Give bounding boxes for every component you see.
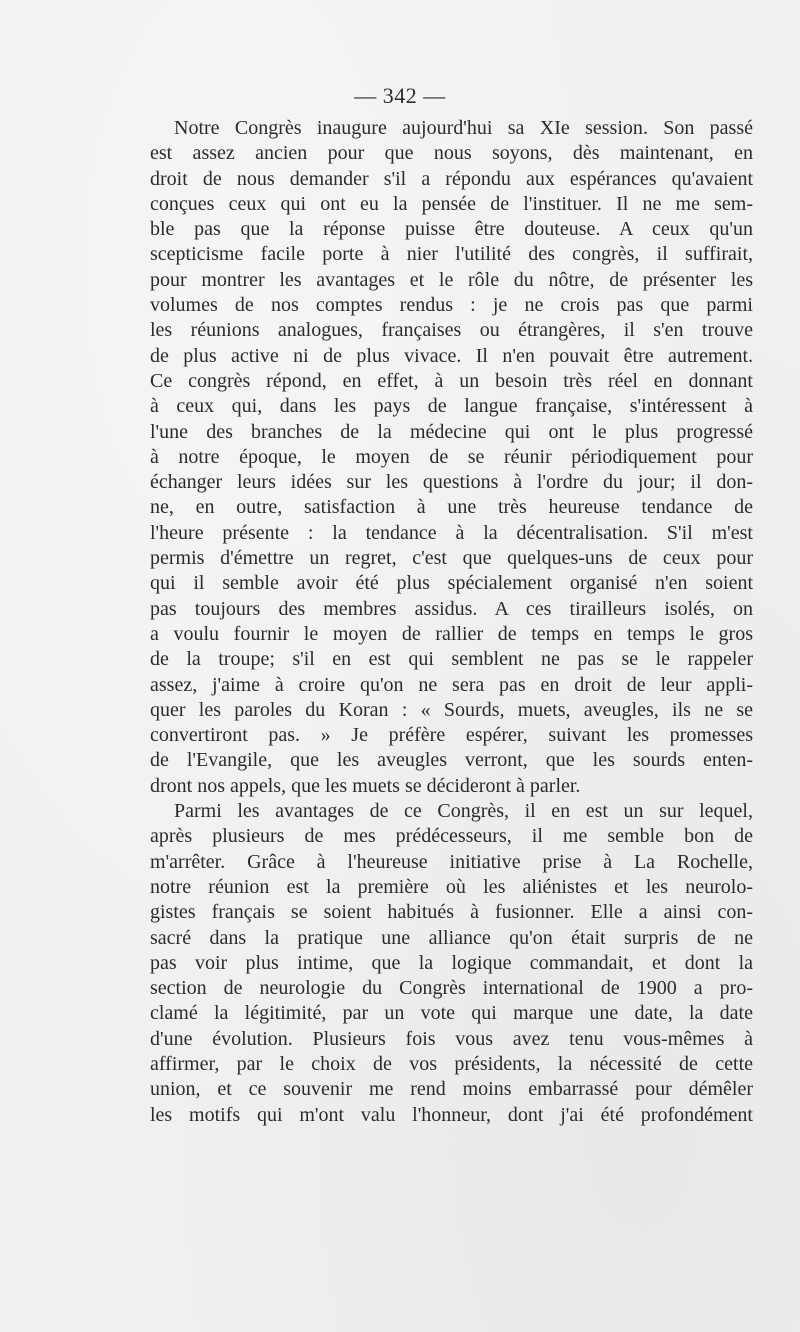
text-line: conçues ceux qui ont eu la pensée de l'instituer. Il ne me sem- [150, 192, 753, 215]
body-text [150, 116, 753, 1128]
text-line: sacré dans la pratique une alliance qu'on était surpris de ne [150, 926, 753, 949]
text-line: scepticisme facile porte à nier l'utilité des congrès, il suffirait, [150, 243, 753, 266]
text-line: après plusieurs de mes prédécesseurs, il me semble bon de [150, 825, 753, 848]
text-line: pas voir plus intime, que la logique commandait, et dont la [150, 951, 753, 974]
text-line: de la troupe; s'il en est qui semblent ne pas se le rappeler [150, 648, 753, 671]
text-line: convertiront pas. » Je préfère espérer, suivant les promesses [150, 724, 753, 747]
page-number: — 342 — [354, 83, 446, 108]
text-line: droit de nous demander s'il a répondu aux espérances qu'avaient [150, 167, 753, 190]
text-line: Ce congrès répond, en effet, à un besoin très réel en donnant [150, 369, 753, 392]
text-line: l'heure présente : la tendance à la décentralisation. S'il m'est [150, 521, 753, 544]
text-line: clamé la légitimité, par un vote qui marque une date, la date [150, 1002, 753, 1025]
text-line: pas toujours des membres assidus. A ces tirailleurs isolés, on [150, 597, 753, 620]
text-line: les réunions analogues, françaises ou étrangères, il s'en trouve [150, 319, 753, 342]
text-line: à notre époque, le moyen de se réunir périodiquement pour [150, 445, 753, 468]
text-line: est assez ancien pour que nous soyons, dès maintenant, en [150, 142, 753, 165]
text-line: permis d'émettre un regret, c'est que quelques-uns de ceux pour [150, 547, 753, 570]
text-line: ne, en outre, satisfaction à une très heureuse tendance de [150, 496, 753, 519]
text-line: l'une des branches de la médecine qui ont le plus progressé [150, 420, 753, 443]
text-line: pour montrer les avantages et le rôle du nôtre, de présenter les [150, 268, 753, 291]
text-line: de l'Evangile, que les aveugles verront, que les sourds enten- [150, 749, 753, 772]
text-line: a voulu fournir le moyen de rallier de temps en temps le gros [150, 622, 753, 645]
text-line: assez, j'aime à croire qu'on ne sera pas en droit de leur appli- [150, 673, 753, 696]
text-line: qui il semble avoir été plus spécialement organisé n'en soient [150, 572, 753, 595]
text-line: échanger leurs idées sur les questions à l'ordre du jour; il don- [150, 471, 753, 494]
text-line: volumes de nos comptes rendus : je ne crois pas que parmi [150, 294, 753, 317]
text-line: Parmi les avantages de ce Congrès, il en est un sur lequel, [174, 800, 753, 823]
text-line: union, et ce souvenir me rend moins embarrassé pour démêler [150, 1078, 753, 1101]
text-line: à ceux qui, dans les pays de langue française, s'intéressent à [150, 395, 753, 418]
text-line: gistes français se soient habitués à fusionner. Elle a ainsi con- [150, 901, 753, 924]
text-line: ble pas que la réponse puisse être douteuse. A ceux qu'un [150, 218, 753, 241]
text-line: Notre Congrès inaugure aujourd'hui sa XIe session. Son passé [174, 117, 753, 139]
text-line: notre réunion est la première où les aliénistes et les neurolo- [150, 875, 753, 898]
text-line: d'une évolution. Plusieurs fois vous avez tenu vous-mêmes à [150, 1027, 753, 1050]
text-line: quer les paroles du Koran : « Sourds, muets, aveugles, ils ne se [150, 698, 753, 721]
text-line: section de neurologie du Congrès international de 1900 a pro- [150, 977, 753, 1000]
text-line: m'arrêter. Grâce à l'heureuse initiative prise à La Rochelle, [150, 850, 753, 873]
text-line: affirmer, par le choix de vos présidents, la nécessité de cette [150, 1052, 753, 1075]
text-line: de plus active ni de plus vivace. Il n'en pouvait être autrement. [150, 344, 753, 367]
text-line: les motifs qui m'ont valu l'honneur, dont j'ai été profondément [150, 1103, 753, 1126]
text-line: dront nos appels, que les muets se décideront à parler. [150, 774, 581, 797]
